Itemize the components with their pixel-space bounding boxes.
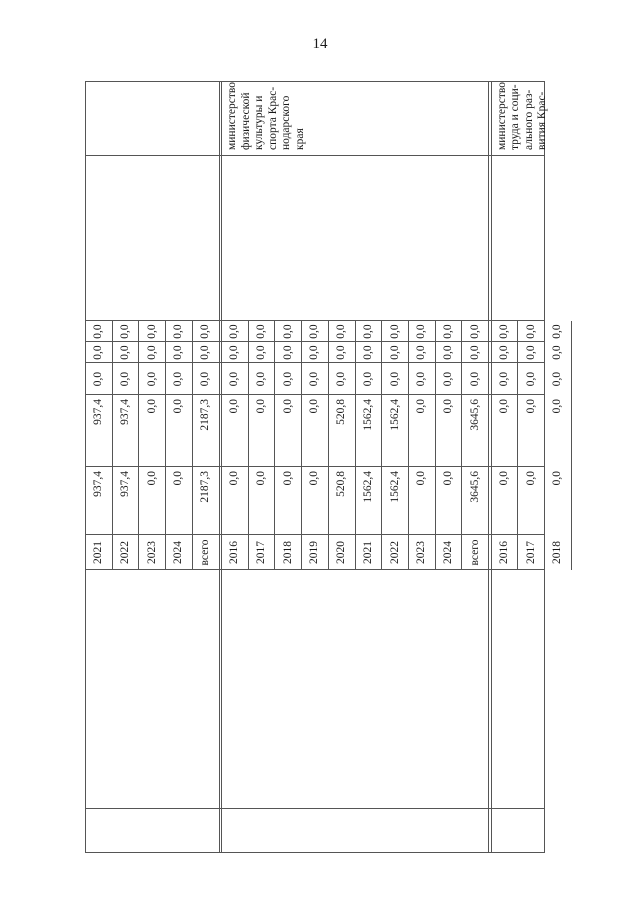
- total-cell: 0,0: [551, 471, 564, 486]
- extrabudget-cell: 0,0: [119, 324, 132, 339]
- extrabudget-cell: 0,0: [441, 324, 454, 339]
- extrabudget-cell: 0,0: [199, 324, 212, 339]
- extrabudget-cell: 0,0: [92, 324, 105, 339]
- extrabudget-cell: 0,0: [255, 324, 268, 339]
- federal-budget-cell: 937,4: [119, 399, 132, 425]
- regional-budget-cell: 0,0: [468, 371, 481, 387]
- federal-budget-cell: 520,8: [335, 399, 348, 425]
- total-cell: 0,0: [524, 471, 537, 486]
- federal-budget-cell: 937,4: [92, 399, 105, 425]
- municipal-budget-cell: 0,0: [388, 345, 401, 360]
- municipal-budget-cell: 0,0: [415, 345, 428, 360]
- regional-budget-cell: 0,0: [199, 371, 212, 387]
- column-separator: [85, 808, 545, 809]
- table-border-left: [85, 852, 545, 853]
- extrabudget-cell: 0,0: [145, 324, 158, 339]
- total-cell: 1562,4: [361, 471, 374, 503]
- total-cell: 0,0: [497, 471, 510, 486]
- year-cell: 2019: [308, 541, 321, 564]
- regional-budget-cell: 0,0: [92, 371, 105, 387]
- organization-line: вития Крас-: [536, 91, 548, 150]
- year-cell: 2022: [119, 541, 132, 564]
- organization-line: спорта Крас-: [266, 86, 279, 150]
- group-separator: [219, 81, 220, 853]
- year-cell: 2024: [441, 541, 454, 564]
- page-number: 14: [312, 36, 328, 52]
- year-cell: 2016: [497, 541, 510, 564]
- federal-budget-cell: 1562,4: [388, 399, 401, 431]
- total-cell: 937,4: [92, 471, 105, 497]
- year-cell: 2017: [255, 541, 268, 564]
- total-cell: 937,4: [119, 471, 132, 497]
- responsible-organization: [226, 82, 307, 150]
- federal-budget-cell: 3645,6: [468, 399, 481, 431]
- municipal-budget-cell: 0,0: [92, 345, 105, 360]
- regional-budget-cell: 0,0: [524, 371, 537, 387]
- extrabudget-cell: 0,0: [388, 324, 401, 339]
- total-cell: 0,0: [228, 471, 241, 486]
- federal-budget-cell: 0,0: [308, 399, 321, 414]
- total-cell: 3645,6: [468, 471, 481, 503]
- federal-budget-cell: 0,0: [281, 399, 294, 414]
- regional-budget-cell: 0,0: [308, 371, 321, 387]
- year-cell: 2023: [145, 541, 158, 564]
- year-cell: 2018: [281, 541, 294, 564]
- municipal-budget-cell: 0,0: [255, 345, 268, 360]
- extrabudget-cell: 0,0: [468, 324, 481, 339]
- total-cell: 0,0: [172, 471, 185, 486]
- total-cell: 0,0: [255, 471, 268, 486]
- extrabudget-cell: 0,0: [281, 324, 294, 339]
- total-cell: 0,0: [415, 471, 428, 486]
- organization-line: ального раз-: [522, 89, 535, 150]
- municipal-budget-cell: 0,0: [172, 345, 185, 360]
- column-separator: [85, 155, 545, 156]
- extrabudget-cell: 0,0: [172, 324, 185, 339]
- responsible-organization: [496, 82, 550, 150]
- extrabudget-cell: 0,0: [335, 324, 348, 339]
- federal-budget-cell: 2187,3: [199, 399, 212, 431]
- organization-line: труда и соци-: [509, 84, 521, 150]
- extrabudget-cell: 0,0: [361, 324, 374, 339]
- municipal-budget-cell: 0,0: [308, 345, 321, 360]
- regional-budget-cell: 0,0: [119, 371, 132, 387]
- organization-line: физической: [239, 92, 252, 150]
- federal-budget-cell: 0,0: [145, 399, 158, 414]
- year-cell: 2021: [361, 541, 374, 564]
- municipal-budget-cell: 0,0: [524, 345, 537, 360]
- row-separator: [571, 321, 572, 570]
- regional-budget-cell: 0,0: [172, 371, 185, 387]
- regional-budget-cell: 0,0: [281, 371, 294, 387]
- year-cell: всего: [468, 539, 481, 566]
- federal-budget-cell: 0,0: [415, 399, 428, 414]
- municipal-budget-cell: 0,0: [199, 345, 212, 360]
- municipal-budget-cell: 0,0: [441, 345, 454, 360]
- municipal-budget-cell: 0,0: [551, 345, 564, 360]
- year-cell: 2017: [524, 541, 537, 564]
- municipal-budget-cell: 0,0: [145, 345, 158, 360]
- federal-budget-cell: 0,0: [524, 399, 537, 414]
- federal-budget-cell: 0,0: [228, 399, 241, 414]
- group-separator: [488, 81, 489, 853]
- regional-budget-cell: 0,0: [551, 371, 564, 387]
- regional-budget-cell: 0,0: [388, 371, 401, 387]
- regional-budget-cell: 0,0: [335, 371, 348, 387]
- year-cell: всего: [199, 539, 212, 566]
- extrabudget-cell: 0,0: [308, 324, 321, 339]
- organization-line: министерство: [495, 82, 508, 150]
- municipal-budget-cell: 0,0: [228, 345, 241, 360]
- year-cell: 2023: [415, 541, 428, 564]
- total-cell: 1562,4: [388, 471, 401, 503]
- total-cell: 0,0: [441, 471, 454, 486]
- year-cell: 2021: [92, 541, 105, 564]
- municipal-budget-cell: 0,0: [335, 345, 348, 360]
- municipal-budget-cell: 0,0: [119, 345, 132, 360]
- regional-budget-cell: 0,0: [497, 371, 510, 387]
- municipal-budget-cell: 0,0: [468, 345, 481, 360]
- table-border-right: [85, 81, 545, 82]
- organization-line: культуры и: [253, 95, 265, 150]
- federal-budget-cell: 0,0: [441, 399, 454, 414]
- total-cell: 2187,3: [199, 471, 212, 503]
- regional-budget-cell: 0,0: [415, 371, 428, 387]
- total-cell: 0,0: [308, 471, 321, 486]
- organization-line: нодарского: [280, 95, 292, 150]
- organization-line: министерство: [226, 82, 238, 150]
- total-cell: 0,0: [145, 471, 158, 486]
- extrabudget-cell: 0,0: [415, 324, 428, 339]
- federal-budget-cell: 0,0: [551, 399, 564, 414]
- municipal-budget-cell: 0,0: [281, 345, 294, 360]
- extrabudget-cell: 0,0: [497, 324, 510, 339]
- organization-line: края: [293, 128, 306, 150]
- year-cell: 2020: [335, 541, 348, 564]
- regional-budget-cell: 0,0: [145, 371, 158, 387]
- regional-budget-cell: 0,0: [255, 371, 268, 387]
- municipal-budget-cell: 0,0: [361, 345, 374, 360]
- year-cell: 2018: [551, 541, 564, 564]
- extrabudget-cell: 0,0: [524, 324, 537, 339]
- total-cell: 0,0: [281, 471, 294, 486]
- extrabudget-cell: 0,0: [228, 324, 241, 339]
- federal-budget-cell: 0,0: [172, 399, 185, 414]
- regional-budget-cell: 0,0: [228, 371, 241, 387]
- year-cell: 2016: [228, 541, 241, 564]
- extrabudget-cell: 0,0: [551, 324, 564, 339]
- year-cell: 2024: [172, 541, 185, 564]
- regional-budget-cell: 0,0: [441, 371, 454, 387]
- rotated-budget-table: [73, 81, 564, 853]
- total-cell: 520,8: [335, 471, 348, 497]
- federal-budget-cell: 1562,4: [361, 399, 374, 431]
- regional-budget-cell: 0,0: [361, 371, 374, 387]
- federal-budget-cell: 0,0: [497, 399, 510, 414]
- year-cell: 2022: [388, 541, 401, 564]
- municipal-budget-cell: 0,0: [497, 345, 510, 360]
- federal-budget-cell: 0,0: [255, 399, 268, 414]
